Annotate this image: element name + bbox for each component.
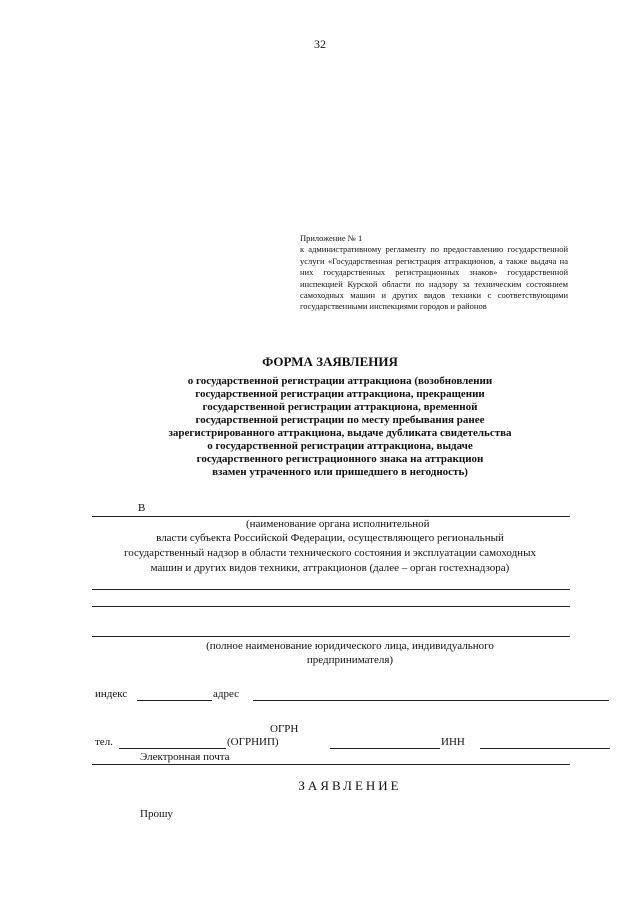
- appendix-text: к административному регламенту по предоставлению государственной услуги «Государственная регистрация аттракционов, а также выдача на них государственных регистрационных знаков» государственной инспекцией Курской области по надзору за техническим состоянием самоходных машин и других видов техники с соответствующими государственными инспекциями городов и районов: [300, 244, 568, 312]
- authority-name-field[interactable]: [92, 516, 570, 517]
- form-title: ФОРМА ЗАЯВЛЕНИЯ: [262, 354, 398, 369]
- form-subtitle-line: государственного регистрационного знака на аттракцион: [196, 453, 484, 465]
- form-subtitle-line: взамен утраченного или пришедшего в негодность): [212, 466, 468, 478]
- applicant-line-3[interactable]: [92, 636, 570, 637]
- declaration-title: ЗАЯВЛЕНИЕ: [298, 778, 402, 793]
- address-field[interactable]: [253, 700, 609, 701]
- form-subtitle-line: о государственной регистрации аттракциона, выдаче: [207, 440, 473, 452]
- form-subtitle-line: зарегистрированного аттракциона, выдаче дубликата свидетельства: [168, 427, 512, 439]
- index-label: индекс: [95, 688, 128, 700]
- inn-label: ИНН: [441, 736, 465, 748]
- appendix-title: Приложение № 1: [300, 233, 363, 243]
- address-label: адрес: [213, 688, 240, 700]
- form-subtitle: [110, 375, 570, 479]
- ogrnip-label: (ОГРНИП): [227, 736, 279, 748]
- applicant-caption-line: (полное наименование юридического лица, индивидуального: [206, 640, 494, 652]
- applicant-line-1[interactable]: [92, 589, 570, 590]
- index-field[interactable]: [137, 700, 212, 701]
- authority-caption-line: (наименование органа исполнительной: [246, 518, 430, 530]
- authority-caption-line: машин и других видов техники, аттракционов (далее – орган гостехнадзора): [150, 562, 510, 574]
- applicant-caption-line: предпринимателя): [306, 654, 394, 666]
- form-subtitle-line: государственной регистрации аттракциона, прекращении: [195, 388, 485, 400]
- appendix-block: [300, 233, 568, 313]
- form-subtitle-line: государственной регистрации аттракциона, временной: [202, 401, 478, 413]
- ogrn-label: ОГРН: [270, 723, 299, 735]
- form-subtitle-line: государственной регистрации по месту пребывания ранее: [195, 414, 485, 426]
- to-prefix: В: [138, 502, 146, 514]
- form-subtitle-line: о государственной регистрации аттракциона (возобновлении: [187, 375, 493, 387]
- phone-field[interactable]: [119, 748, 226, 749]
- authority-caption-line: государственный надзор в области технического состояния и эксплуатации самоходных: [124, 547, 536, 559]
- request-text: Прошу: [140, 808, 173, 820]
- authority-caption-line: власти субъекта Российской Федерации, осуществляющего региональный: [156, 532, 504, 544]
- email-field[interactable]: [92, 764, 570, 765]
- ogrn-field[interactable]: [330, 748, 440, 749]
- page-number: 32: [314, 37, 326, 51]
- applicant-line-2[interactable]: [92, 606, 570, 607]
- email-label: Электронная почта: [140, 751, 230, 763]
- phone-label: тел.: [95, 736, 113, 748]
- inn-field[interactable]: [480, 748, 610, 749]
